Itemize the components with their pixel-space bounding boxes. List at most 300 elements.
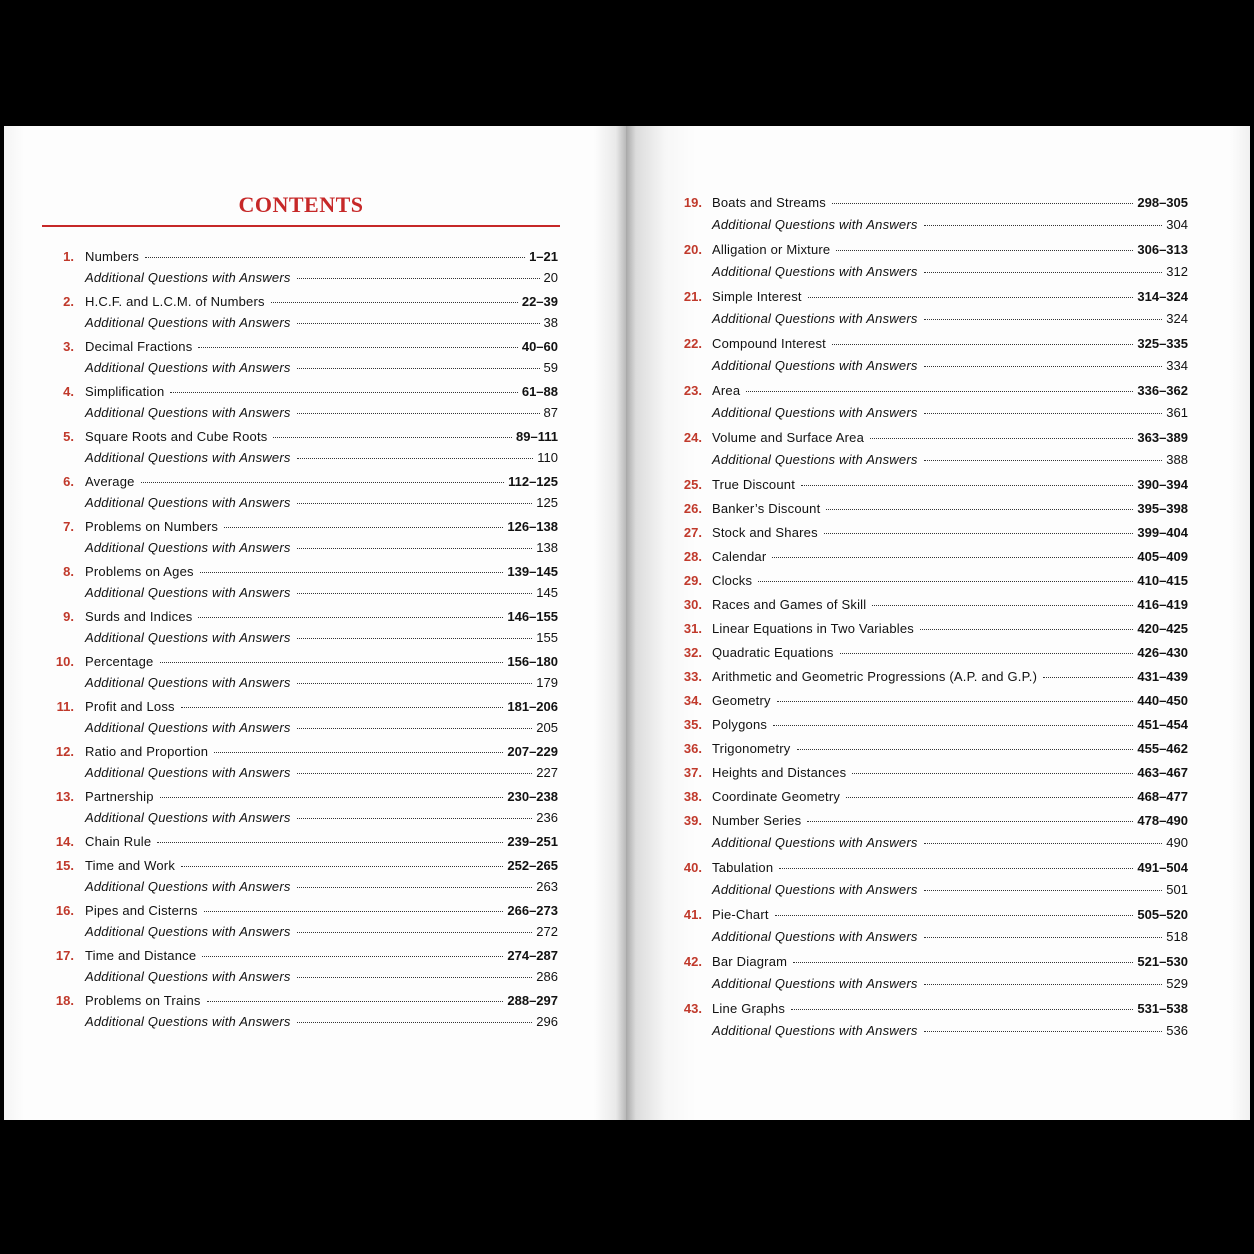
chapter-title: Numbers — [85, 249, 140, 264]
toc-entry — [626, 644, 1188, 662]
entry-line — [712, 310, 1188, 328]
chapter-title: Trigonometry — [712, 741, 791, 756]
chapter-title: Clocks — [712, 573, 753, 588]
sub-entry-page: 236 — [536, 810, 558, 825]
toc-sub-entry — [4, 809, 558, 827]
sub-entry-title: Additional Questions with Answers — [85, 450, 291, 465]
dot-leader — [297, 728, 533, 729]
entry-line — [712, 357, 1188, 375]
chapter-number: 5. — [63, 429, 74, 444]
chapter-title: Stock and Shares — [712, 525, 818, 540]
sub-entry-title: Additional Questions with Answers — [712, 217, 918, 232]
dot-leader — [202, 956, 503, 957]
chapter-number: 34. — [683, 693, 702, 708]
dot-leader — [224, 527, 503, 528]
dot-leader — [777, 701, 1134, 702]
sub-entry-page: 334 — [1166, 358, 1188, 373]
entry-line — [85, 833, 558, 851]
chapter-title: Problems on Trains — [85, 993, 201, 1008]
toc-sub-entry — [4, 719, 558, 737]
sub-entry-page: 304 — [1166, 217, 1188, 232]
sub-entry-title: Additional Questions with Answers — [712, 1023, 918, 1038]
entry-line — [85, 992, 558, 1010]
toc-entry — [626, 548, 1188, 566]
toc-sub-entry — [4, 449, 558, 467]
entry-line — [712, 788, 1188, 806]
page-range: 395–398 — [1137, 501, 1188, 516]
sub-entry-page: 312 — [1166, 264, 1188, 279]
page-range: 363–389 — [1137, 430, 1188, 445]
sub-entry-title: Additional Questions with Answers — [85, 540, 291, 555]
chapter-title: Ratio and Proportion — [85, 744, 209, 759]
entry-line — [85, 968, 558, 986]
sub-entry-page: 125 — [536, 495, 558, 510]
dot-leader — [145, 257, 525, 258]
chapter-number: 9. — [63, 609, 74, 624]
page-range: 61–88 — [521, 384, 558, 399]
dot-leader — [170, 392, 517, 393]
page-range: 230–238 — [507, 789, 558, 804]
entry-line — [85, 878, 558, 896]
chapter-number: 26. — [683, 501, 702, 516]
toc-entry — [626, 716, 1188, 734]
toc-entry — [626, 476, 1188, 494]
page-range: 146–155 — [507, 609, 558, 624]
toc-sub-entry — [626, 404, 1188, 422]
toc-entry — [4, 788, 558, 806]
toc-sub-entry — [4, 359, 558, 377]
dot-leader — [297, 932, 533, 933]
page-range: 420–425 — [1137, 621, 1188, 636]
dot-leader — [870, 438, 1133, 439]
chapter-number: 16. — [55, 903, 74, 918]
chapter-number: 11. — [56, 699, 74, 714]
chapter-title: Number Series — [712, 813, 802, 828]
sub-entry-title: Additional Questions with Answers — [85, 675, 291, 690]
chapter-title: Banker’s Discount — [712, 501, 821, 516]
entry-line — [712, 404, 1188, 422]
dot-leader — [273, 437, 512, 438]
entry-line — [712, 716, 1188, 734]
page-range: 431–439 — [1137, 669, 1188, 684]
sub-entry-page: 296 — [536, 1014, 558, 1029]
entry-line — [85, 314, 558, 332]
toc-entry — [626, 764, 1188, 782]
dot-leader — [779, 868, 1133, 869]
toc-entry — [626, 429, 1188, 447]
chapter-number: 15. — [55, 858, 74, 873]
entry-line — [85, 947, 558, 965]
page-range: 288–297 — [507, 993, 558, 1008]
toc-entry — [4, 518, 558, 536]
sub-entry-page: 518 — [1166, 929, 1188, 944]
sub-entry-title: Additional Questions with Answers — [712, 311, 918, 326]
chapter-title: Partnership — [85, 789, 154, 804]
entry-line — [85, 473, 558, 491]
entry-line — [712, 975, 1188, 993]
dot-leader — [793, 962, 1133, 963]
dot-leader — [297, 593, 533, 594]
chapter-title: H.C.F. and L.C.M. of Numbers — [85, 294, 265, 309]
dot-leader — [920, 629, 1133, 630]
sub-entry-page: 501 — [1166, 882, 1188, 897]
chapter-number: 7. — [63, 519, 74, 534]
chapter-title: True Discount — [712, 477, 796, 492]
chapter-number: 14. — [55, 834, 74, 849]
chapter-number: 24. — [683, 430, 702, 445]
dot-leader — [297, 887, 533, 888]
chapter-number: 3. — [63, 339, 74, 354]
toc-sub-entry — [4, 314, 558, 332]
sub-entry-title: Additional Questions with Answers — [85, 924, 291, 939]
entry-line — [712, 500, 1188, 518]
dot-leader — [924, 413, 1163, 414]
chapter-number: 17. — [55, 948, 74, 963]
chapter-number: 1. — [63, 249, 74, 264]
chapter-number: 37. — [683, 765, 702, 780]
chapter-title: Profit and Loss — [85, 699, 175, 714]
chapter-title: Decimal Fractions — [85, 339, 193, 354]
toc-entry — [626, 692, 1188, 710]
entry-line — [85, 269, 558, 287]
sub-entry-title: Additional Questions with Answers — [85, 969, 291, 984]
dot-leader — [297, 278, 540, 279]
page-range: 325–335 — [1137, 336, 1188, 351]
dot-leader — [846, 797, 1133, 798]
dot-leader — [157, 842, 503, 843]
chapter-number: 23. — [683, 383, 702, 398]
chapter-number: 18. — [55, 993, 74, 1008]
sub-entry-title: Additional Questions with Answers — [712, 976, 918, 991]
toc-entry — [626, 906, 1188, 924]
chapter-title: Arithmetic and Geometric Progressions (A.P. and G.P.) — [712, 669, 1038, 684]
entry-line — [85, 584, 558, 602]
chapter-title: Problems on Ages — [85, 564, 194, 579]
toc-sub-entry — [4, 878, 558, 896]
page-range: 314–324 — [1137, 289, 1188, 304]
toc-entry — [626, 812, 1188, 830]
page-range: 336–362 — [1137, 383, 1188, 398]
toc-entry — [626, 335, 1188, 353]
dot-leader — [297, 503, 533, 504]
toc-entry — [626, 859, 1188, 877]
toc-sub-entry — [4, 923, 558, 941]
chapter-title: Time and Distance — [85, 948, 197, 963]
page-range: 491–504 — [1137, 860, 1188, 875]
entry-line — [85, 719, 558, 737]
dot-leader — [924, 937, 1163, 938]
entry-line — [85, 359, 558, 377]
page-range: 298–305 — [1137, 195, 1188, 210]
chapter-title: Heights and Distances — [712, 765, 847, 780]
sub-entry-page: 20 — [543, 270, 558, 285]
sub-entry-title: Additional Questions with Answers — [712, 452, 918, 467]
toc-sub-entry — [4, 404, 558, 422]
chapter-number: 41. — [683, 907, 702, 922]
toc-sub-entry — [626, 310, 1188, 328]
chapter-number: 31. — [683, 621, 702, 636]
chapter-title: Geometry — [712, 693, 771, 708]
sub-entry-page: 59 — [543, 360, 558, 375]
entry-line — [85, 494, 558, 512]
dot-leader — [758, 581, 1133, 582]
chapter-number: 12. — [55, 744, 74, 759]
entry-line — [712, 620, 1188, 638]
sub-entry-title: Additional Questions with Answers — [712, 835, 918, 850]
sub-entry-title: Additional Questions with Answers — [85, 1014, 291, 1029]
dot-leader — [204, 911, 504, 912]
entry-line — [85, 743, 558, 761]
entry-line — [712, 692, 1188, 710]
toc-entry — [4, 383, 558, 401]
page-range: 405–409 — [1137, 549, 1188, 564]
dot-leader — [160, 797, 504, 798]
toc-entry — [626, 572, 1188, 590]
entry-line — [712, 881, 1188, 899]
dot-leader — [297, 548, 533, 549]
chapter-title: Races and Games of Skill — [712, 597, 867, 612]
entry-line — [712, 764, 1188, 782]
entry-line — [712, 548, 1188, 566]
dot-leader — [924, 460, 1163, 461]
sub-entry-title: Additional Questions with Answers — [712, 264, 918, 279]
entry-line — [85, 809, 558, 827]
toc-entry — [626, 288, 1188, 306]
chapter-number: 32. — [683, 645, 702, 660]
toc-entry — [626, 740, 1188, 758]
dot-leader — [271, 302, 518, 303]
chapter-number: 19. — [683, 195, 702, 210]
entry-line — [85, 404, 558, 422]
toc-sub-entry — [4, 674, 558, 692]
page-range: 1–21 — [529, 249, 558, 264]
sub-entry-page: 324 — [1166, 311, 1188, 326]
title-rule — [42, 225, 560, 227]
dot-leader — [924, 843, 1163, 844]
toc-entry — [626, 620, 1188, 638]
chapter-title: Percentage — [85, 654, 154, 669]
toc-entry — [626, 668, 1188, 686]
toc-sub-entry — [4, 629, 558, 647]
dot-leader — [297, 323, 540, 324]
sub-entry-title: Additional Questions with Answers — [85, 495, 291, 510]
sub-entry-page: 272 — [536, 924, 558, 939]
dot-leader — [297, 638, 533, 639]
toc-entry — [626, 241, 1188, 259]
entry-line — [712, 1000, 1188, 1018]
page-range: 410–415 — [1137, 573, 1188, 588]
dot-leader — [924, 890, 1163, 891]
dot-leader — [207, 1001, 504, 1002]
dot-leader — [297, 818, 533, 819]
toc-entry — [4, 338, 558, 356]
toc-sub-entry — [4, 968, 558, 986]
left-page — [4, 126, 626, 1120]
chapter-title: Boats and Streams — [712, 195, 826, 210]
sub-entry-title: Additional Questions with Answers — [712, 882, 918, 897]
entry-line — [712, 288, 1188, 306]
sub-entry-title: Additional Questions with Answers — [712, 405, 918, 420]
page-range: 239–251 — [507, 834, 558, 849]
dot-leader — [872, 605, 1133, 606]
entry-line — [712, 429, 1188, 447]
dot-leader — [160, 662, 504, 663]
toc-sub-entry — [4, 1013, 558, 1031]
dot-leader — [807, 821, 1133, 822]
sub-entry-page: 179 — [536, 675, 558, 690]
toc-entry — [4, 428, 558, 446]
chapter-title: Volume and Surface Area — [712, 430, 865, 445]
sub-entry-title: Additional Questions with Answers — [85, 585, 291, 600]
entry-line — [85, 674, 558, 692]
dot-leader — [297, 413, 540, 414]
toc-entry — [4, 698, 558, 716]
entry-line — [712, 953, 1188, 971]
entry-line — [85, 518, 558, 536]
page-range: 531–538 — [1137, 1001, 1188, 1016]
chapter-number: 21. — [683, 289, 702, 304]
page-range: 274–287 — [507, 948, 558, 963]
chapter-title: Quadratic Equations — [712, 645, 834, 660]
toc-entry — [626, 524, 1188, 542]
entry-line — [85, 902, 558, 920]
entry-line — [85, 629, 558, 647]
entry-line — [85, 698, 558, 716]
dot-leader — [297, 368, 540, 369]
toc-entry — [4, 653, 558, 671]
chapter-title: Calendar — [712, 549, 767, 564]
toc-entry — [4, 833, 558, 851]
dot-leader — [775, 915, 1134, 916]
dot-leader — [826, 509, 1133, 510]
dot-leader — [297, 977, 533, 978]
sub-entry-title: Additional Questions with Answers — [85, 360, 291, 375]
toc-entry — [4, 947, 558, 965]
chapter-title: Pie-Chart — [712, 907, 769, 922]
toc-sub-entry — [4, 539, 558, 557]
sub-entry-page: 205 — [536, 720, 558, 735]
chapter-number: 20. — [683, 242, 702, 257]
dot-leader — [924, 366, 1163, 367]
dot-leader — [808, 297, 1134, 298]
entry-line — [85, 653, 558, 671]
entry-line — [85, 857, 558, 875]
sub-entry-page: 529 — [1166, 976, 1188, 991]
dot-leader — [1043, 677, 1133, 678]
entry-line — [85, 449, 558, 467]
entry-line — [85, 338, 558, 356]
sub-entry-page: 38 — [543, 315, 558, 330]
dot-leader — [141, 482, 505, 483]
page-range: 426–430 — [1137, 645, 1188, 660]
toc-sub-entry — [626, 357, 1188, 375]
toc-sub-entry — [626, 881, 1188, 899]
dot-leader — [214, 752, 503, 753]
dot-leader — [924, 272, 1163, 273]
chapter-number: 43. — [683, 1001, 702, 1016]
toc-entry — [626, 953, 1188, 971]
toc-sub-entry — [626, 451, 1188, 469]
dot-leader — [297, 1022, 533, 1023]
book-spread — [4, 126, 1250, 1120]
dot-leader — [297, 773, 533, 774]
entry-line — [712, 476, 1188, 494]
sub-entry-page: 490 — [1166, 835, 1188, 850]
toc-entry — [4, 563, 558, 581]
chapter-number: 38. — [683, 789, 702, 804]
toc-entry — [4, 992, 558, 1010]
chapter-title: Problems on Numbers — [85, 519, 219, 534]
page-range: 252–265 — [507, 858, 558, 873]
chapter-title: Area — [712, 383, 741, 398]
dot-leader — [297, 683, 533, 684]
sub-entry-title: Additional Questions with Answers — [85, 630, 291, 645]
chapter-title: Pipes and Cisterns — [85, 903, 198, 918]
entry-line — [712, 451, 1188, 469]
chapter-title: Simplification — [85, 384, 165, 399]
chapter-number: 13. — [55, 789, 74, 804]
page-range: 399–404 — [1137, 525, 1188, 540]
dot-leader — [200, 572, 504, 573]
dot-leader — [181, 707, 504, 708]
sub-entry-title: Additional Questions with Answers — [85, 270, 291, 285]
chapter-number: 22. — [683, 336, 702, 351]
chapter-number: 27. — [683, 525, 702, 540]
chapter-title: Chain Rule — [85, 834, 152, 849]
toc-sub-entry — [4, 764, 558, 782]
sub-entry-page: 536 — [1166, 1023, 1188, 1038]
chapter-title: Compound Interest — [712, 336, 826, 351]
chapter-title: Bar Diagram — [712, 954, 788, 969]
entry-line — [85, 248, 558, 266]
toc-sub-entry — [4, 584, 558, 602]
dot-leader — [797, 749, 1134, 750]
chapter-title: Simple Interest — [712, 289, 802, 304]
entry-line — [85, 764, 558, 782]
entry-line — [85, 293, 558, 311]
page-range: 440–450 — [1137, 693, 1188, 708]
entry-line — [85, 1013, 558, 1031]
entry-line — [712, 906, 1188, 924]
sub-entry-page: 87 — [543, 405, 558, 420]
toc-entry — [4, 608, 558, 626]
entry-line — [712, 928, 1188, 946]
toc-sub-entry — [4, 269, 558, 287]
page-range: 89–111 — [516, 429, 558, 444]
sub-entry-title: Additional Questions with Answers — [85, 765, 291, 780]
entry-line — [712, 263, 1188, 281]
entry-line — [85, 923, 558, 941]
sub-entry-page: 227 — [536, 765, 558, 780]
entry-line — [85, 563, 558, 581]
dot-leader — [181, 866, 503, 867]
entry-line — [712, 572, 1188, 590]
chapter-number: 36. — [683, 741, 702, 756]
chapter-number: 39. — [683, 813, 702, 828]
chapter-number: 10. — [55, 654, 74, 669]
sub-entry-page: 388 — [1166, 452, 1188, 467]
page-range: 22–39 — [521, 294, 558, 309]
chapter-title: Surds and Indices — [85, 609, 193, 624]
page-range: 126–138 — [507, 519, 558, 534]
sub-entry-page: 263 — [536, 879, 558, 894]
chapter-title: Line Graphs — [712, 1001, 786, 1016]
page-range: 156–180 — [507, 654, 558, 669]
toc-entry — [626, 382, 1188, 400]
toc-entry — [4, 473, 558, 491]
chapter-number: 40. — [683, 860, 702, 875]
dot-leader — [924, 984, 1163, 985]
